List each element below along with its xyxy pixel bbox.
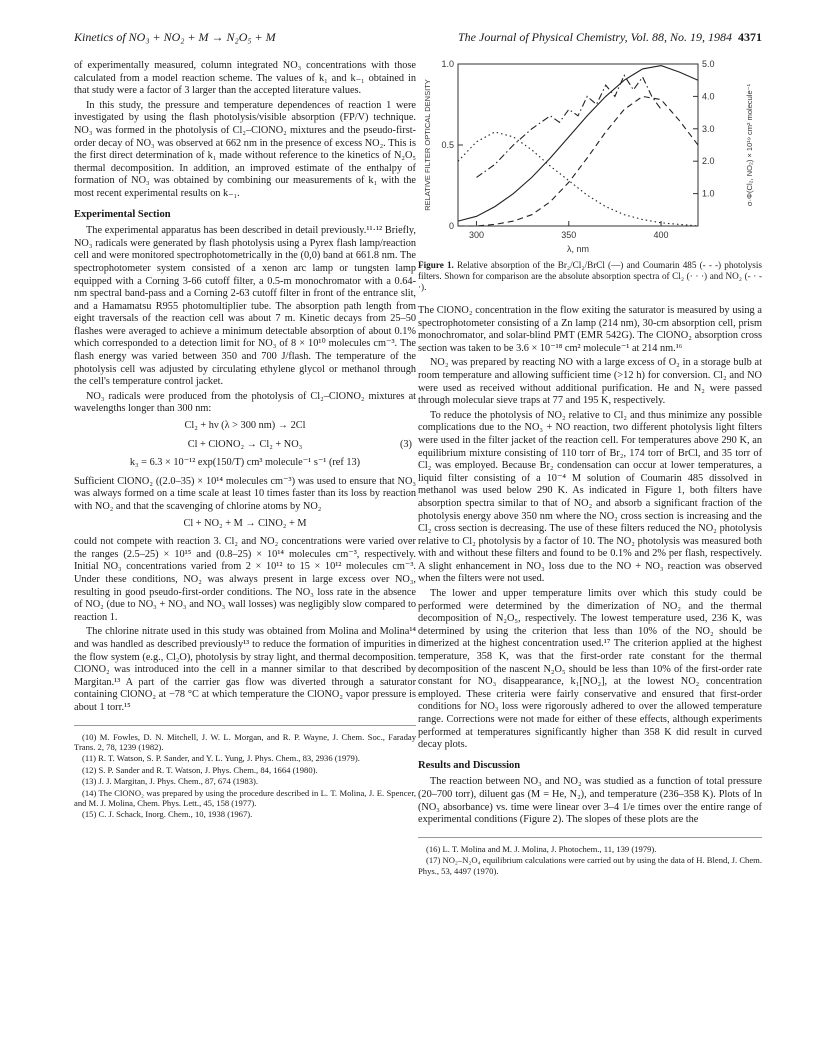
right-column xyxy=(418,58,762,877)
journal-citation: The Journal of Physical Chemistry, Vol. 88, No. 19, 1984 xyxy=(458,30,732,44)
figure-label: Figure 1. xyxy=(418,260,454,270)
figure-caption: Figure 1. Relative absorption of the Br₂/Cl₂/BrCl (—) and Coumarin 485 (- - -) photolysis filters. Shown for comparison are the absolute absorption spectra of Cl₂ (· · ·) and NO₂ (- · - ·). xyxy=(418,260,763,292)
series-line-dashdot xyxy=(477,75,662,177)
paragraph: The lower and upper temperature limits over which this study could be performed were determined by the dimerization of NO₂ and the thermal decomposition of N₂O₅, respectively. The lowest temperature used, 236 K, was determined by using the criterion that less than 10% of the NO₂ should be dimerized at the highest concentration used.¹⁷ The criterion applied at the highest temperature, 358 K, was that the first-order rate constant for the thermal decomposition of the nascent N₂O₅ should be less than 10% of the first-order rate constant for NO₃ disappearance, k₁[NO₂], at the lowest NO₂ concentration employed. These criteria were fairly conservative and ensured that first-order conditions for NO₃ loss were rigorously adhered to over the allowed temperature range. Corrections were not made for either of these effects, although experiments performed at temperatures significantly higher than 358 K did result in curved decay plots. xyxy=(418,588,762,751)
y-tick-label: 0.5 xyxy=(441,140,454,150)
right-y-axis-label: σ·Φ(Cl₂, NO₂) × 10¹⁹ cm² molecule⁻¹ xyxy=(745,83,754,207)
x-axis-label: λ, nm xyxy=(566,244,590,254)
y-tick-label: 0 xyxy=(448,221,454,231)
running-header-title: Kinetics of NO₃ + NO₂ + M → N₂O₅ + M xyxy=(74,30,276,44)
y-axis-label: RELATIVE FILTER OPTICAL DENSITY xyxy=(423,79,432,211)
paragraph: The chlorine nitrate used in this study was obtained from Molina and Molina¹⁴ and was handled as described previously¹³ to reduce the formation of impurities in the flow system (e.g., Cl₂O), photolysis by stray light, and thermal decomposition. ClONO₂ was introduced into the cell in a manner similar to that described by Margitan.¹³ A part of the carrier gas flow was diverted through a saturator containing ClONO₂ at −78 °C at which temperature the ClONO₂ vapor pressure is about 1 torr.¹⁵ xyxy=(74,626,416,713)
reference: (16) L. T. Molina and M. J. Molina, J. Photochem., 11, 139 (1979). xyxy=(426,843,657,854)
paragraph: could not compete with reaction 3. Cl₂ and NO₂ concentrations were varied over the ranges (2.5–25) × 10¹⁵ and (0.8–25) × 10¹⁴ molecules cm⁻³, respectively. Initial NO₃ concentrations varied from 2 × 10¹² to 15 × 10¹² molecules cm⁻³. Under these conditions, NO₂ was always present in large excess over NO₃, resulting in good pseudo-first-order conditions. The NO₃ loss rate in the absence of NO₂ (due to NO₃ + NO₃ and NO₃ wall losses) was negligibly slow compared to reaction 1. xyxy=(74,536,416,623)
y-tick-label: 1.0 xyxy=(441,59,454,69)
equation: Cl₂ + hν (λ > 300 nm) → 2Cl xyxy=(184,420,306,432)
x-tick-label: 350 xyxy=(561,230,577,240)
reference: (14) The ClONO₂ was prepared by using the procedure described in L. T. Molina, J. E. Spencer, and M. J. Molina, Chem. Phys. Lett., 45, 158 (1977). xyxy=(74,787,416,808)
paragraph: of experimentally measured, column integrated NO₃ concentrations with those calculated from a model reaction scheme. The values of k₁ and k₋₁ obtained in that study were a factor of 3 larger than the accepted literature values. xyxy=(74,60,416,97)
series-line-dotted xyxy=(458,132,698,226)
figure-1 xyxy=(418,58,762,256)
reference: (13) J. J. Margitan, J. Phys. Chem., 87, 674 (1983). xyxy=(82,776,259,787)
reference: (11) R. T. Watson, S. P. Sander, and Y. L. Yung, J. Phys. Chem., 83, 2936 (1979). xyxy=(82,753,360,764)
reference: (15) C. J. Schack, Inorg. Chem., 10, 1938 (1967). xyxy=(82,809,253,820)
paragraph: NO₂ was prepared by reacting NO with a large excess of O₂ in a storage bulb at room temperature and allowing sufficient time (>12 h) for conversion. Cl₂ and NO were used as received without additional purification. He and N₂ were passed through molecular sieve traps at 77 and 195 K, respectively. xyxy=(418,357,762,407)
equation: Cl + NO₂ + M → ClNO₂ + M xyxy=(183,517,307,529)
x-tick-label: 300 xyxy=(468,230,484,240)
paragraph: Sufficient ClONO₂ ((2.0–35) × 10¹⁴ molecules cm⁻³) was used to ensure that NO₃ was always formed on a time scale at least 10 times faster than its loss by reaction with NO₂ and that the scavenging of chlorine atoms by NO₂ xyxy=(74,475,416,512)
paragraph: The reaction between NO₃ and NO₂ was studied as a function of total pressure (20–700 torr), diluent gas (M = He, N₂), and temperature (236–358 K). Plots of ln (NO₃ absorbance) vs. time were linear over 3–4 1/e times over the entire range of experimental conditions (Figure 2). The slopes of these plots are the xyxy=(418,776,762,826)
left-column xyxy=(74,60,416,821)
right-y-tick-label: 1.0 xyxy=(702,188,715,199)
page-number: 4371 xyxy=(738,30,762,44)
section-heading: Experimental Section xyxy=(74,208,171,220)
paragraph: The ClONO₂ concentration in the flow exiting the saturator is measured by using a spectrophotometer consisting of a Zn lamp (214 nm), 30-cm absorption cell, prism monochromator, and solar-blind PMT (EMR 542G). The ClONO₂ absorption cross section was taken to be 3.6 × 10⁻¹⁸ cm² molecule⁻¹ at 214 nm.¹⁶ xyxy=(418,305,762,354)
reference: (17) NO₂–N₂O₄ equilibrium calculations were carried out by using the data of H. Blend, J. Chem. Phys., 53, 4497 (1970). xyxy=(418,855,762,876)
plot-frame xyxy=(458,64,698,226)
footnotes xyxy=(74,725,416,820)
running-header-journal xyxy=(458,30,762,45)
paragraph: The experimental apparatus has been described in detail previously.¹¹·¹² Briefly, NO₃ radicals were generated by flash photolysis using a Pyrex flash lamp/reaction cell and were monitored spectrophotometrically in the (0,0) band at 661.8 nm. The spectrophotometer system consisted of a xenon arc lamp or tungsten lamp equipped with a Corning 3-66 cutoff filter, a 0.5-m monochromator with a 0.64-nm spectral band-pass and a Corning 2-63 cutoff filter in front of the entrance slit, and a Hamamatsu R955 photomultiplier tube. The absorption path length from eight traversals of the reaction cell was about 7 m. Kinetic decays from 25–50 flashes were averaged to achieve a minimum detectable absorption of about 0.1% which corresponded to a detection limit for NO₃ of 8 × 10¹⁰ molecules cm⁻³. The flash energy was varied between 350 and 700 J/flash. The temperature of the photolysis cell was adjusted by circulating ethylene glycol or methanol through the cell's temperature control jacket. xyxy=(74,225,416,388)
equation: k₃ = 6.3 × 10⁻¹² exp(150/T) cm³ molecule⁻¹ s⁻¹ (ref 13) xyxy=(129,457,361,469)
equation: Cl + ClONO₂ → Cl₂ + NO₃ (3) xyxy=(187,438,412,450)
right-y-tick-label: 2.0 xyxy=(702,156,715,167)
paragraph: To reduce the photolysis of NO₂ relative to Cl₂ and thus minimize any possible complications due to the NO₃ + NO reaction, two different photolysis light filters were used in the filter jacket of the reaction cell. For temperatures above 290 K, an equilibrium mixture consisting of 110 torr of Br₂, 174 torr of BrCl, and 35 torr of Cl₂ was employed. Because Br₂ condensation can occur at lower temperatures, a liquid filter consisting of a 10⁻⁴ M solution of Coumarin 485 dissolved in methanol was used below 290 K. As indicated in Figure 1, both filters have absorption spectra similar to that of NO₂ and absorb a significant fraction of the photolysis energy above 350 nm where the NO₂ cross section is increasing and the Cl₂ cross section is decreasing. The use of these filters reduced the NO₂ photolysis relative to Cl₂ photolysis by a factor of 10. The NO₂ photolysis was measured both with and without these filters and found to be 0.1% and 2% per flash, respectively. A slight enhancement in NO₃ loss due to the NO + NO₃ reaction was observed when the filters were not used. xyxy=(418,409,762,585)
right-y-tick-label: 5.0 xyxy=(702,59,715,69)
x-tick-label: 400 xyxy=(653,230,669,240)
absorption-chart xyxy=(418,58,762,256)
section-heading: Results and Discussion xyxy=(418,759,521,771)
footnotes xyxy=(418,837,762,876)
paragraph: NO₃ radicals were produced from the photolysis of Cl₂–ClONO₂ mixtures at wavelengths longer than 300 nm: xyxy=(74,390,416,415)
paragraph: In this study, the pressure and temperature dependences of reaction 1 were investigated by using the flash photolysis/visible absorption (FP/V) technique. NO₃ was formed in the photolysis of Cl₂–ClONO₂ mixtures and the pseudo-first-order decay of NO₃ was observed at 662 nm in the presence of excess NO₂. This is the first direct determination of k₁ made without reference to the kinetics of N₂O₅ thermal decomposition. In addition, an improved estimate of the enthalpy of formation of NO₃ was obtained by combining our measurements of k₁ with the most recent experimental results on k₋₁. xyxy=(74,99,416,199)
series-line-solid xyxy=(458,66,698,222)
equation-number: (3) xyxy=(399,438,412,450)
right-y-tick-label: 4.0 xyxy=(702,91,715,102)
reference: (12) S. P. Sander and R. T. Watson, J. Phys. Chem., 84, 1664 (1980). xyxy=(82,764,318,775)
reference: (10) M. Fowles, D. N. Mitchell, J. W. L. Morgan, and R. P. Wayne, J. Chem. Soc., Faraday Trans. 2, 78, 1239 (1982). xyxy=(74,731,416,752)
right-y-tick-label: 3.0 xyxy=(702,123,715,134)
